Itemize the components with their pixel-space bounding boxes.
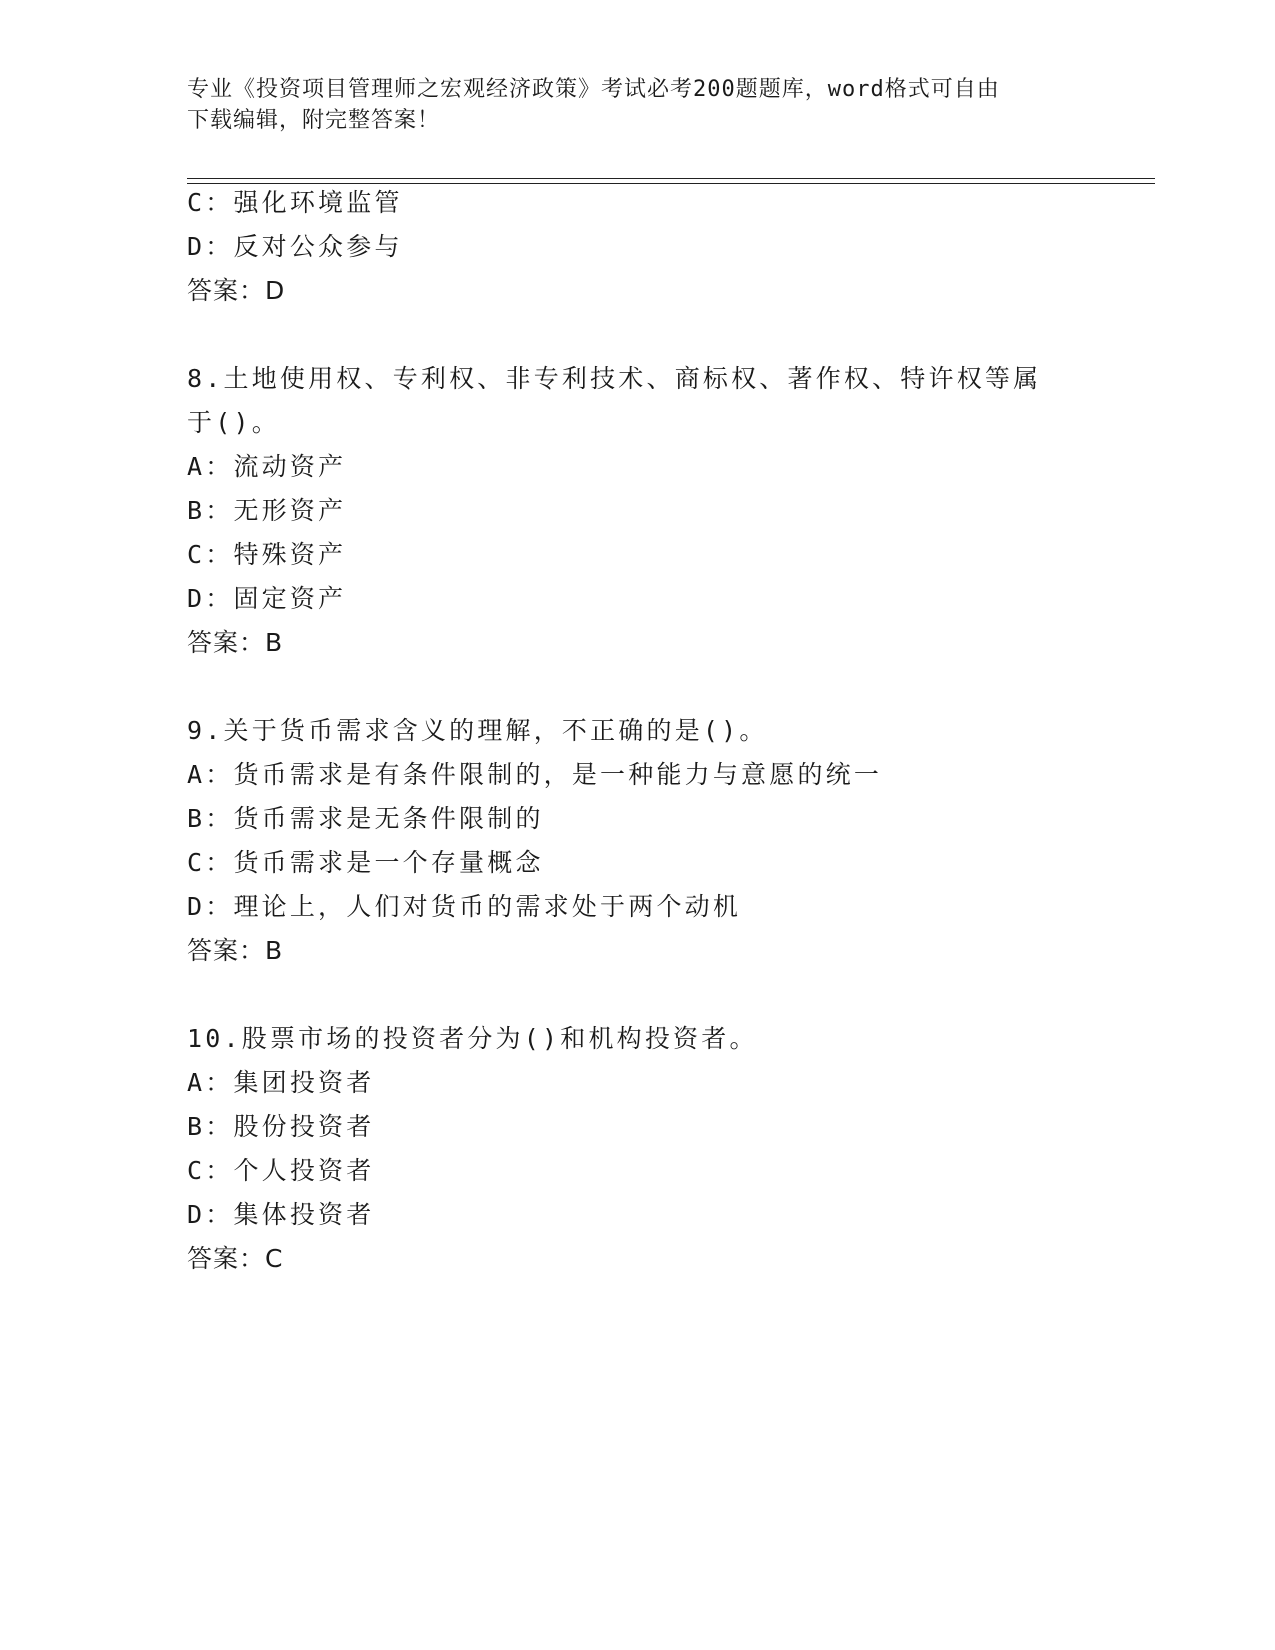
- header-line-2: 下载编辑，附完整答案！: [187, 108, 441, 133]
- q10-option-a: A：集团投资者: [187, 1068, 375, 1097]
- q10-option-c: C：个人投资者: [187, 1156, 375, 1185]
- prev-option-d: D：反对公众参与: [187, 232, 403, 261]
- q10-option-b: B：股份投资者: [187, 1112, 375, 1141]
- q8-stem-line-1: 8.土地使用权、专利权、非专利技术、商标权、著作权、特许权等属: [187, 364, 1042, 393]
- q8-option-b: B：无形资产: [187, 496, 347, 525]
- q9-option-c: C：货币需求是一个存量概念: [187, 848, 544, 877]
- q9-stem: 9.关于货币需求含义的理解，不正确的是()。: [187, 716, 768, 745]
- q8-stem-line-2: 于()。: [187, 408, 280, 437]
- header-rule-top: [187, 178, 1155, 179]
- prev-answer: 答案：D: [187, 276, 286, 305]
- q9-option-d: D：理论上，人们对货币的需求处于两个动机: [187, 892, 742, 921]
- q8-option-d: D：固定资产: [187, 584, 347, 613]
- document-header: [187, 74, 1067, 136]
- q8-option-a: A：流动资产: [187, 452, 347, 481]
- header-rule-bottom: [187, 183, 1155, 184]
- q9-option-a: A：货币需求是有条件限制的，是一种能力与意愿的统一: [187, 760, 883, 789]
- q10-option-d: D：集体投资者: [187, 1200, 375, 1229]
- q8-option-c: C：特殊资产: [187, 540, 347, 569]
- prev-option-c: C：强化环境监管: [187, 188, 403, 217]
- q10-stem: 10.股票市场的投资者分为()和机构投资者。: [187, 1024, 758, 1053]
- q9-option-b: B：货币需求是无条件限制的: [187, 804, 544, 833]
- q8-answer: 答案：B: [187, 628, 284, 657]
- header-line-1: 专业《投资项目管理师之宏观经济政策》考试必考200题题库，word格式可自由: [187, 77, 1000, 102]
- q10-answer: 答案：C: [187, 1244, 284, 1273]
- q9-answer: 答案：B: [187, 936, 284, 965]
